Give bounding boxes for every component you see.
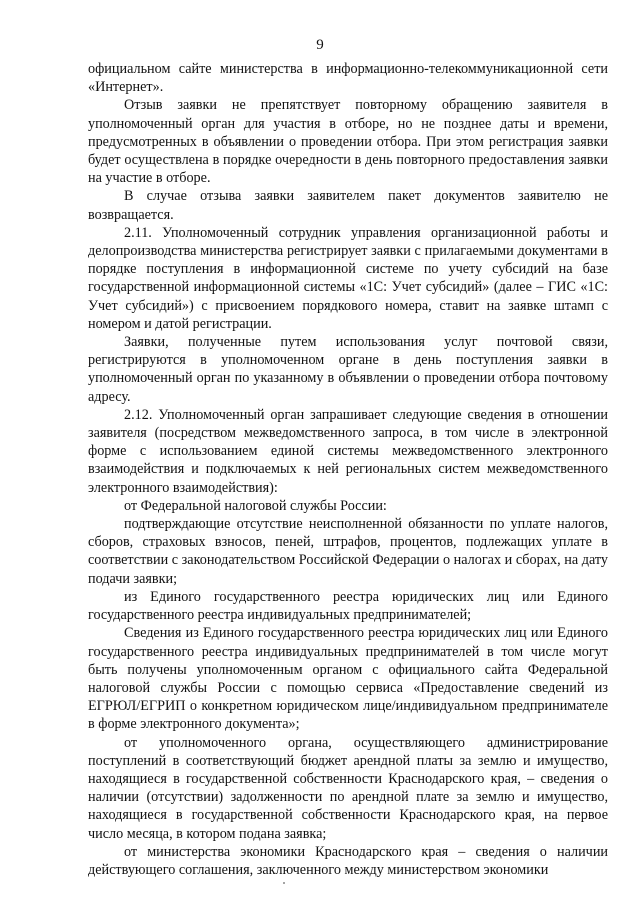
scan-speck: [283, 882, 285, 884]
paragraph-2: Отзыв заявки не препятствует повторному обращению заявителя в уполномоченный орган для участия в отборе, но не позднее даты и времени, предусмотренных в объявлении о проведении отбора. При этом регистрация заявки будет осуществлена в порядке очередности в день повторного предоставления заявки на участие в отборе.: [88, 97, 608, 187]
page-number: 9: [316, 37, 324, 53]
paragraph-4: 2.11. Уполномоченный сотрудник управления организационной работы и делопроизводства министерства регистрирует заявки с прилагаемыми документами в порядке поступления в информационной системе по учету субсидий на базе государственной информационной системы «1С: Учет субсидий» (далее – ГИС «1С: Учет субсидий») с присвоением порядкового номера, ставит на заявке штамп с номером и датой регистрации.: [88, 224, 608, 332]
paragraph-6: 2.12. Уполномоченный орган запрашивает следующие сведения в отношении заявителя (посредством межведомственного запроса, в том числе в электронной форме с использованием единой системы межведомственного электронного взаимодействия и подключаемых к ней региональных систем межведомственного электронного взаимодействия):: [88, 406, 608, 496]
paragraph-3: В случае отзыва заявки заявителем пакет документов заявителю не возвращается.: [88, 188, 608, 223]
paragraph-5: Заявки, полученные путем использования услуг почтовой связи, регистрируются в уполномоченном органе в день поступления заявки в уполномоченный орган по указанному в объявлении о проведении отбора почтовому адресу.: [88, 334, 608, 405]
paragraph-11: от уполномоченного органа, осуществляющего администрирование поступлений в соответствующий бюджет арендной платы за землю и имущество, находящиеся в государственной собственности Краснодарского края, – сведения о наличии (отсутствии) задолженности по арендной плате за землю и имущество, находящиеся в государственной собственности Краснодарского края, на первое число месяца, в котором подана заявка;: [88, 734, 608, 842]
paragraph-12: от министерства экономики Краснодарского края – сведения о наличии действующего соглашения, заключенного между министерством экономики: [88, 843, 608, 878]
paragraph-7: от Федеральной налоговой службы России:: [124, 497, 387, 514]
document-body: [88, 60, 608, 879]
paragraph-10: Сведения из Единого государственного реестра юридических лиц или Единого государственного реестра индивидуальных предпринимателей в том числе могут быть получены уполномоченным органом с официального сайта Федеральной налоговой службы России с помощью сервиса «Предоставление сведений из ЕГРЮЛ/ЕГРИП о конкретном юридическом лице/индивидуальном предпринимателе в форме электронного документа»;: [88, 625, 608, 733]
paragraph-1: официальном сайте министерства в информационно-телекоммуникационной сети «Интернет».: [88, 61, 608, 96]
paragraph-8: подтверждающие отсутствие неисполненной обязанности по уплате налогов, сборов, страховых взносов, пеней, штрафов, процентов, подлежащих уплате в соответствии с законодательством Российской Федерации о налогах и сборах, на дату подачи заявки;: [88, 516, 608, 587]
paragraph-9: из Единого государственного реестра юридических лиц или Единого государственного реестра индивидуальных предпринимателей;: [88, 588, 608, 624]
